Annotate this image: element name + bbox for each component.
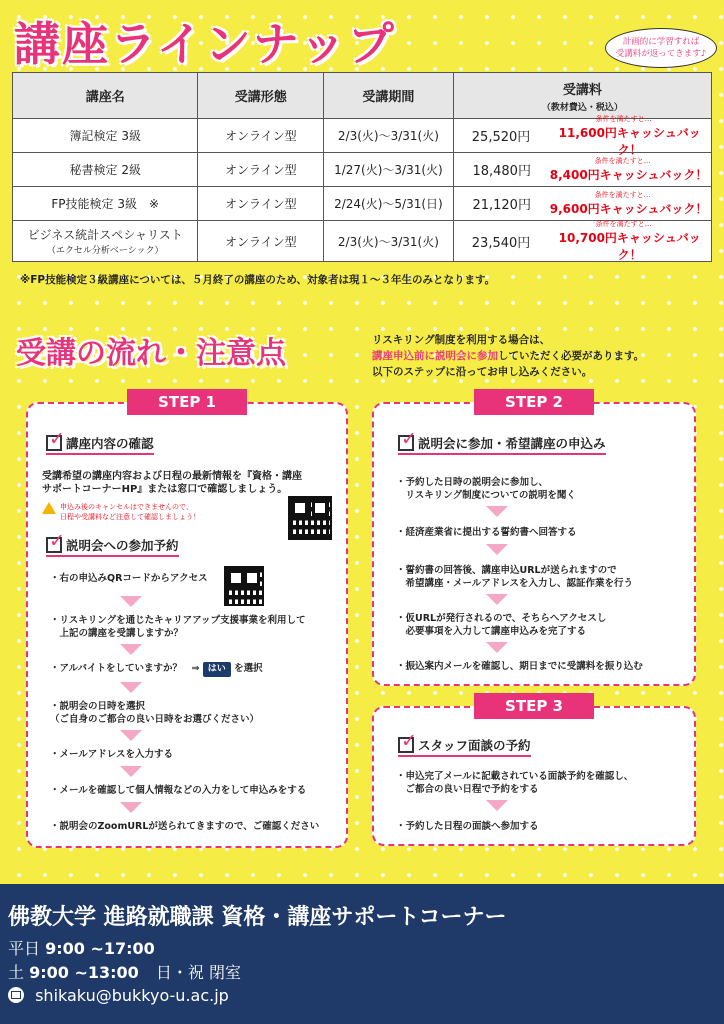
row-period: 2/24(火)〜5/31(日) <box>324 187 454 220</box>
step1-section2-title <box>46 536 179 554</box>
table-row <box>13 153 711 187</box>
warning-text <box>60 502 200 522</box>
text-line: （ご自身のご都合の良い日時をお選びください） <box>50 714 260 725</box>
down-arrow-icon <box>486 544 508 555</box>
weekday-time: 9:00 ~17:00 <box>45 939 155 958</box>
page-title: 講座ラインナップ <box>14 17 396 71</box>
warning-line: 申込み後のキャンセルはできませんので、 <box>60 503 193 511</box>
text-line: ・申込完了メールに記載されている面談予約を確認し、 <box>396 771 634 782</box>
row-name <box>13 119 198 152</box>
list-item: ・メールアドレスを入力する <box>50 749 174 760</box>
list-item <box>396 770 633 796</box>
cashback <box>538 156 708 183</box>
table-row <box>13 221 711 261</box>
intro-line-1: リスキリング制度を利用する場合は、 <box>372 334 551 346</box>
closed-days: 日・祝 閉室 <box>155 963 241 982</box>
cashback <box>536 114 711 158</box>
table-header <box>13 73 711 119</box>
step1-section1-title <box>46 434 154 452</box>
flow-title: 受講の流れ・注意点 <box>16 336 286 371</box>
text-line: 希望講座・メールアドレスを入力し、認証作業を行う <box>396 578 634 589</box>
cashback-amount: 11,600円キャッシュバック！ <box>558 125 701 157</box>
cashback-condition: 条件を満たすと… <box>595 220 652 228</box>
down-arrow-icon <box>120 596 142 607</box>
step2-box <box>372 393 696 686</box>
row-format: オンライン型 <box>198 187 324 220</box>
row-fee <box>454 114 711 157</box>
flow-intro <box>372 332 644 380</box>
cashback-condition: 条件を満たすと… <box>595 114 652 123</box>
bubble-line-1: 計画的に学習すれば <box>622 37 700 47</box>
office-name: 佛教大学 進路就職課 資格・講座サポートコーナー <box>8 905 507 930</box>
footer <box>0 884 724 1024</box>
text-line: ・仮URLが発行されるので、そちらへアクセスし <box>396 613 607 624</box>
warning-icon <box>42 502 56 514</box>
header-name: 講座名 <box>13 73 198 118</box>
course-subname: （エクセル分析ベーシック） <box>46 246 164 256</box>
list-item: ・説明会のZoomURLが送られてきますので、ご確認ください <box>50 821 320 832</box>
step1-section1-text <box>42 470 302 496</box>
saturday-hours <box>8 960 241 983</box>
row-format: オンライン型 <box>198 153 324 186</box>
table-row <box>13 187 711 221</box>
cashback-condition: 条件を満たすと… <box>594 157 651 165</box>
list-item: ・予約した日程の面談へ参加する <box>396 821 539 832</box>
email-link[interactable]: shikaku@bukkyo-u.ac.jp <box>35 986 229 1005</box>
down-arrow-icon <box>120 766 142 777</box>
course-name: 秘書検定 2級 <box>69 163 141 177</box>
header-format: 受講形態 <box>198 73 324 118</box>
row-period: 1/27(火)〜3/31(火) <box>324 153 454 186</box>
course-price: 23,540円 <box>471 235 531 251</box>
section-title-text: 講座内容の確認 <box>66 436 154 451</box>
header-fee-label: 受講料 <box>562 82 602 98</box>
table-row <box>13 114 711 157</box>
header-fee-note: （教材費込・税込） <box>541 102 623 113</box>
text-line: サポートコーナーHP』または窓口で確認しましょう。 <box>42 484 288 495</box>
down-arrow-icon <box>486 594 508 605</box>
list-item <box>50 700 259 726</box>
step1-box <box>26 393 348 848</box>
intro-line-2-rest: していただく必要があります。 <box>498 350 645 362</box>
weekday-hours <box>8 936 155 959</box>
section-title-text: スタッフ面談の予約 <box>418 738 531 753</box>
cashback-speech-bubble <box>605 28 717 68</box>
bubble-line-2: 受講料が返ってきます♪ <box>615 49 707 59</box>
course-price: 18,480円 <box>472 164 531 179</box>
checkbox-icon <box>398 435 414 451</box>
mail-icon <box>8 987 24 1003</box>
course-price: 25,520円 <box>471 130 531 145</box>
text-line: ・説明会の日時を選択 <box>50 701 146 712</box>
cashback-amount: 8,400円キャッシュバック！ <box>549 168 708 182</box>
header-period: 受講期間 <box>324 73 454 118</box>
row-format: オンライン型 <box>198 221 324 261</box>
course-name: 簿記検定 3級 <box>69 129 141 143</box>
cashback-amount: 9,600円キャッシュバック！ <box>549 202 708 216</box>
down-arrow-icon <box>120 802 142 813</box>
down-arrow-icon <box>120 644 142 655</box>
application-qr-code[interactable] <box>224 566 264 606</box>
text-line: ・予約した日時の説明会に参加し、 <box>396 477 549 488</box>
course-price: 21,120円 <box>472 198 531 213</box>
list-item: ・右の申込みQRコードからアクセス <box>50 573 208 584</box>
text-line: リスキリング制度についての説明を聞く <box>396 490 576 501</box>
down-arrow-icon <box>120 730 142 741</box>
saturday-label: 土 <box>8 963 25 982</box>
weekday-label: 平日 <box>8 939 41 958</box>
intro-line-3: 以下のステップに沿ってお申し込みください。 <box>372 366 593 378</box>
step3-label: STEP 3 <box>474 693 594 719</box>
text-line: ・リスキリングを通じたキャリアアップ支援事業を利用して <box>50 615 306 626</box>
email-row <box>8 986 229 1005</box>
list-item: ・メールを確認して個人情報などの入力をして申込みをする <box>50 785 307 796</box>
step3-section-title <box>398 736 531 754</box>
cashback <box>538 190 708 217</box>
cashback <box>536 219 711 263</box>
text-line: 必要事項を入力して講座申込みを完了する <box>396 626 587 637</box>
checkbox-icon <box>398 737 414 753</box>
text-line: 受講希望の講座内容および日程の最新情報を『資格・講座 <box>42 471 302 482</box>
checkbox-icon <box>46 435 62 451</box>
list-item: ・振込案内メールを確認し、期日までに受講料を振り込む <box>396 661 643 672</box>
step2-label: STEP 2 <box>474 389 594 415</box>
course-table <box>12 72 712 262</box>
cashback-amount: 10,700円キャッシュバック！ <box>558 231 701 262</box>
text-line: 上記の講座を受講しますか？ <box>50 628 184 639</box>
row-period: 2/3(火)〜3/31(火) <box>324 119 454 152</box>
row-name <box>13 221 198 261</box>
list-item: ・経済産業省に提出する誓約書へ回答する <box>396 527 577 538</box>
list-item <box>396 612 606 638</box>
warning-line: 日程や受講料など注意して確認しましょう！ <box>60 513 200 521</box>
hp-qr-code[interactable] <box>288 496 332 540</box>
step3-box <box>372 697 696 846</box>
section-title-text: 説明会に参加・希望講座の申込み <box>418 436 606 451</box>
intro-highlight: 講座申込前に説明会に参加 <box>372 350 498 362</box>
row-name <box>13 153 198 186</box>
intro-line-2 <box>372 348 644 364</box>
course-name: FP技能検定 3級 ※ <box>51 197 160 211</box>
text-line: ・誓約書の回答後、講座申込URLが送られますので <box>396 565 617 576</box>
cancel-warning <box>42 502 200 522</box>
down-arrow-icon <box>486 800 508 811</box>
saturday-time: 9:00 ~13:00 <box>29 963 139 982</box>
row-fee <box>454 221 711 261</box>
list-item <box>50 614 305 640</box>
step1-label: STEP 1 <box>127 389 247 415</box>
list-item <box>396 564 633 590</box>
cashback-condition: 条件を満たすと… <box>594 191 651 199</box>
list-item <box>50 662 263 677</box>
row-name <box>13 187 198 220</box>
text-line: ・アルバイトをしていますか？ ⇒ <box>50 663 200 674</box>
step2-section-title <box>398 434 606 452</box>
header-fee <box>454 73 711 118</box>
down-arrow-icon <box>486 506 508 517</box>
list-item <box>396 476 576 502</box>
yes-badge: はい <box>203 662 231 677</box>
row-fee <box>454 187 711 220</box>
row-format: オンライン型 <box>198 119 324 152</box>
checkbox-icon <box>46 537 62 553</box>
down-arrow-icon <box>120 682 142 693</box>
fp-note: ※FP技能検定３級講座については、５月終了の講座のため、対象者は現１〜３年生のみとなります。 <box>20 274 496 286</box>
row-period: 2/3(火)〜3/31(火) <box>324 221 454 261</box>
course-name: ビジネス統計スペシャリスト <box>27 228 183 242</box>
text-line: を選択 <box>234 663 263 674</box>
section-title-text: 説明会への参加予約 <box>66 538 179 553</box>
down-arrow-icon <box>486 642 508 653</box>
text-line: ご都合の良い日程で予約をする <box>396 784 539 795</box>
row-fee <box>454 153 711 186</box>
